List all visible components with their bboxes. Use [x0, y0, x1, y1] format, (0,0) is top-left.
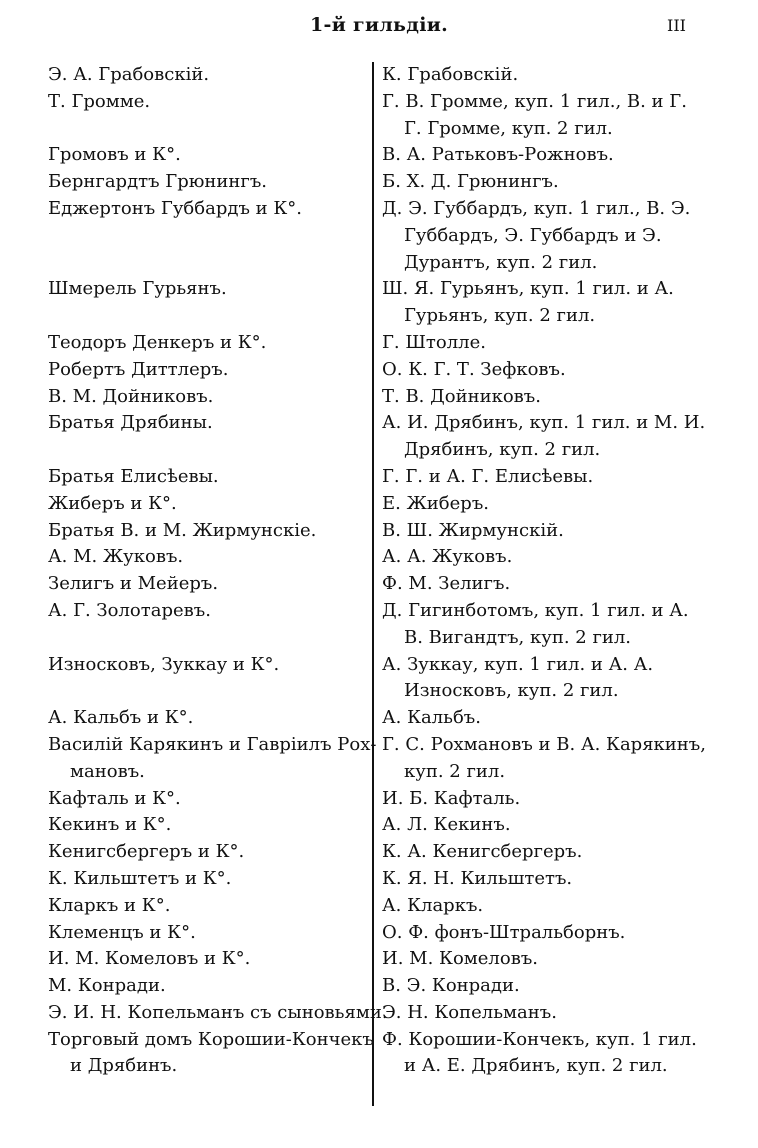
- firm-name: [48, 491, 374, 518]
- firm-name-line: Э. А. Грабовскiй.: [48, 64, 210, 85]
- firm-name-line: А. Кальбъ и К°.: [48, 707, 194, 729]
- owner-names-line: Г. В. Громме, куп. 1 гил., В. и Г.: [382, 90, 687, 112]
- owner-names: [382, 410, 706, 464]
- firm-name: [48, 89, 374, 116]
- firm-name: [48, 839, 374, 866]
- owner-names-line: О. К. Г. Т. Зефковъ.: [382, 358, 566, 380]
- list-item: [0, 920, 758, 947]
- list-item: [0, 384, 758, 411]
- page-number: III: [667, 16, 686, 35]
- firm-name: [48, 786, 374, 813]
- list-item: [0, 518, 758, 545]
- owner-names: [382, 920, 694, 947]
- firm-name-line: Кенигсбергеръ и К°.: [48, 841, 245, 863]
- owner-names-line: Э. Н. Копельманъ.: [382, 1001, 557, 1023]
- owner-names-line: Д. Э. Губбардъ, куп. 1 гил., В. Э.: [382, 197, 691, 219]
- list-item: [0, 544, 758, 571]
- firm-name: [48, 196, 374, 223]
- firm-name: [48, 62, 374, 89]
- list-item: [0, 812, 758, 839]
- firm-name: [48, 357, 374, 384]
- owner-names-line: Дрябинъ, куп. 2 гил.: [404, 439, 601, 461]
- firm-name: [48, 652, 374, 679]
- firm-name-line: А. Г. Золотаревъ.: [48, 599, 211, 621]
- firm-name: [48, 384, 374, 411]
- owner-names-line: А. Кальбъ.: [382, 707, 481, 729]
- list-item: [0, 330, 758, 357]
- firm-name-line: А. М. Жуковъ.: [48, 546, 184, 568]
- owner-names: [382, 705, 694, 732]
- list-item: [0, 276, 758, 330]
- owner-names-line: И. Б. Кафталь.: [382, 787, 521, 809]
- owner-names: [382, 652, 694, 706]
- list-item: [0, 169, 758, 196]
- firm-name-line: и Дрябинъ.: [70, 1055, 178, 1077]
- list-item: [0, 142, 758, 169]
- owner-names-line: А. А. Жуковъ.: [382, 546, 513, 568]
- owner-names-line: и А. Е. Дрябинъ, куп. 2 гил.: [404, 1055, 668, 1077]
- firm-name-line: Клеменцъ и К°.: [48, 921, 196, 943]
- firm-name: [48, 571, 374, 598]
- owner-names-line: Г. С. Рохмановъ и В. А. Карякинъ,: [382, 733, 706, 755]
- list-item: [0, 196, 758, 276]
- firm-name: [48, 544, 374, 571]
- owner-names-line: В. Э. Конради.: [382, 975, 520, 997]
- firm-name-line: Э. И. Н. Копельманъ съ сыновьями.: [48, 1001, 388, 1023]
- firm-name: [48, 1027, 374, 1081]
- list-item: [0, 464, 758, 491]
- merchant-list: [0, 62, 758, 1080]
- firm-name-line: Братья Елисѣевы.: [48, 465, 219, 487]
- owner-names-line: Ф. Корошии-Кончекъ, куп. 1 гил.: [382, 1028, 697, 1050]
- owner-names: [382, 866, 694, 893]
- firm-name-line: Громовъ и К°.: [48, 144, 181, 166]
- owner-names-line: В. А. Ратьковъ-Рожновъ.: [382, 144, 614, 166]
- firm-name-line: Жиберъ и К°.: [48, 492, 177, 514]
- owner-names-line: В. Вигандтъ, куп. 2 гил.: [404, 626, 632, 648]
- list-item: [0, 1000, 758, 1027]
- firm-name: [48, 464, 374, 491]
- owner-names-line: К. А. Кенигсбергеръ.: [382, 841, 583, 863]
- owner-names-line: Г. Штолле.: [382, 331, 486, 353]
- owner-names: [382, 973, 694, 1000]
- owner-names-line: Дурантъ, куп. 2 гил.: [404, 251, 598, 273]
- owner-names: [382, 518, 694, 545]
- firm-name: [48, 866, 374, 893]
- owner-names: [382, 62, 694, 89]
- list-item: [0, 946, 758, 973]
- firm-name-line: Торговый домъ Корошии-Кончекъ: [48, 1028, 374, 1050]
- owner-names: [382, 169, 694, 196]
- list-item: [0, 652, 758, 706]
- owner-names-line: А. Л. Кекинъ.: [382, 814, 511, 836]
- list-item: [0, 893, 758, 920]
- firm-name: [48, 598, 374, 625]
- owner-names: [382, 491, 694, 518]
- firm-name: [48, 732, 377, 786]
- owner-names: [382, 812, 694, 839]
- owner-names-line: Гурьянъ, куп. 2 гил.: [404, 305, 596, 327]
- firm-name-line: М. Конради.: [48, 975, 166, 997]
- owner-names-line: Е. Жиберъ.: [382, 492, 489, 514]
- owner-names: [382, 571, 694, 598]
- firm-name-line: мановъ.: [70, 760, 145, 782]
- firm-name-line: Еджертонъ Губбардъ и К°.: [48, 197, 302, 219]
- list-item: [0, 89, 758, 143]
- owner-names-line: К. Грабовскiй.: [382, 64, 519, 85]
- firm-name-line: К. Кильштетъ и К°.: [48, 867, 232, 889]
- page-title: 1-й гильдiи.: [309, 14, 449, 36]
- owner-names: [382, 598, 694, 652]
- owner-names: [382, 89, 694, 143]
- firm-name: [48, 169, 374, 196]
- firm-name-line: Братья В. и М. Жирмунскiе.: [48, 519, 317, 541]
- owner-names-line: В. Ш. Жирмунскiй.: [382, 519, 564, 541]
- firm-name: [48, 705, 374, 732]
- owner-names-line: О. Ф. фонъ-Штральборнъ.: [382, 921, 626, 943]
- firm-name: [48, 410, 374, 437]
- list-item: [0, 571, 758, 598]
- firm-name-line: Кларкъ и К°.: [48, 894, 171, 916]
- owner-names-line: Д. Гигинботомъ, куп. 1 гил. и А.: [382, 599, 689, 621]
- owner-names-line: И. М. Комеловъ.: [382, 948, 539, 970]
- firm-name-line: В. М. Дойниковъ.: [48, 385, 214, 407]
- firm-name: [48, 920, 374, 947]
- owner-names: [382, 786, 694, 813]
- owner-names: [382, 384, 694, 411]
- owner-names: [382, 1000, 694, 1027]
- list-item: [0, 1027, 758, 1081]
- owner-names: [382, 544, 694, 571]
- firm-name-line: Шмерель Гурьянъ.: [48, 278, 227, 300]
- firm-name-line: И. М. Комеловъ и К°.: [48, 948, 251, 970]
- owner-names: [382, 276, 694, 330]
- list-item: [0, 732, 758, 786]
- list-item: [0, 973, 758, 1000]
- firm-name-line: Износковъ, Зуккау и К°.: [48, 653, 280, 675]
- firm-name-line: Кекинъ и К°.: [48, 814, 172, 836]
- owner-names: [382, 196, 694, 276]
- list-item: [0, 866, 758, 893]
- firm-name: [48, 276, 374, 303]
- firm-name: [48, 893, 374, 920]
- owner-names-line: Т. В. Дойниковъ.: [382, 385, 541, 407]
- firm-name: [48, 946, 374, 973]
- owner-names: [382, 464, 694, 491]
- list-item: [0, 357, 758, 384]
- list-item: [0, 786, 758, 813]
- firm-name: [48, 518, 374, 545]
- firm-name: [48, 142, 374, 169]
- owner-names-line: Г. Громме, куп. 2 гил.: [404, 117, 613, 139]
- firm-name: [48, 812, 374, 839]
- page-header: [0, 14, 758, 44]
- list-item: [0, 491, 758, 518]
- owner-names-line: А. Кларкъ.: [382, 894, 484, 916]
- firm-name-line: Теодоръ Денкеръ и К°.: [48, 331, 267, 353]
- owner-names-line: К. Я. Н. Кильштетъ.: [382, 867, 573, 889]
- owner-names: [382, 357, 694, 384]
- list-item: [0, 410, 758, 464]
- owner-names-line: Ф. М. Зелигъ.: [382, 573, 511, 595]
- firm-name-line: Кафталь и К°.: [48, 787, 181, 809]
- firm-name-line: Бернгардтъ Грюнингъ.: [48, 171, 268, 193]
- owner-names-line: Ш. Я. Гурьянъ, куп. 1 гил. и А.: [382, 278, 674, 300]
- owner-names: [382, 732, 706, 786]
- owner-names: [382, 330, 694, 357]
- firm-name-line: Зелигъ и Мейеръ.: [48, 573, 219, 595]
- firm-name-line: Робертъ Диттлеръ.: [48, 358, 229, 380]
- owner-names-line: Б. Х. Д. Грюнингъ.: [382, 171, 559, 193]
- firm-name: [48, 330, 374, 357]
- owner-names-line: куп. 2 гил.: [404, 760, 506, 782]
- owner-names: [382, 1027, 697, 1081]
- firm-name: [48, 973, 374, 1000]
- list-item: [0, 839, 758, 866]
- firm-name-line: Т. Громме.: [48, 90, 151, 112]
- firm-name: [48, 1000, 388, 1027]
- firm-name-line: Братья Дрябины.: [48, 412, 213, 434]
- owner-names: [382, 946, 694, 973]
- owner-names-line: А. Зуккау, куп. 1 гил. и А. А.: [382, 653, 654, 675]
- owner-names-line: Износковъ, куп. 2 гил.: [404, 680, 619, 702]
- owner-names-line: Губбардъ, Э. Губбардъ и Э.: [404, 224, 662, 246]
- owner-names-line: А. И. Дрябинъ, куп. 1 гил. и М. И.: [382, 412, 706, 434]
- firm-name-line: Василiй Карякинъ и Гаврiилъ Рох-: [48, 733, 377, 755]
- owner-names: [382, 839, 694, 866]
- owner-names: [382, 142, 694, 169]
- owner-names: [382, 893, 694, 920]
- owner-names-line: Г. Г. и А. Г. Елисѣевы.: [382, 465, 594, 487]
- list-item: [0, 705, 758, 732]
- list-item: [0, 62, 758, 89]
- list-item: [0, 598, 758, 652]
